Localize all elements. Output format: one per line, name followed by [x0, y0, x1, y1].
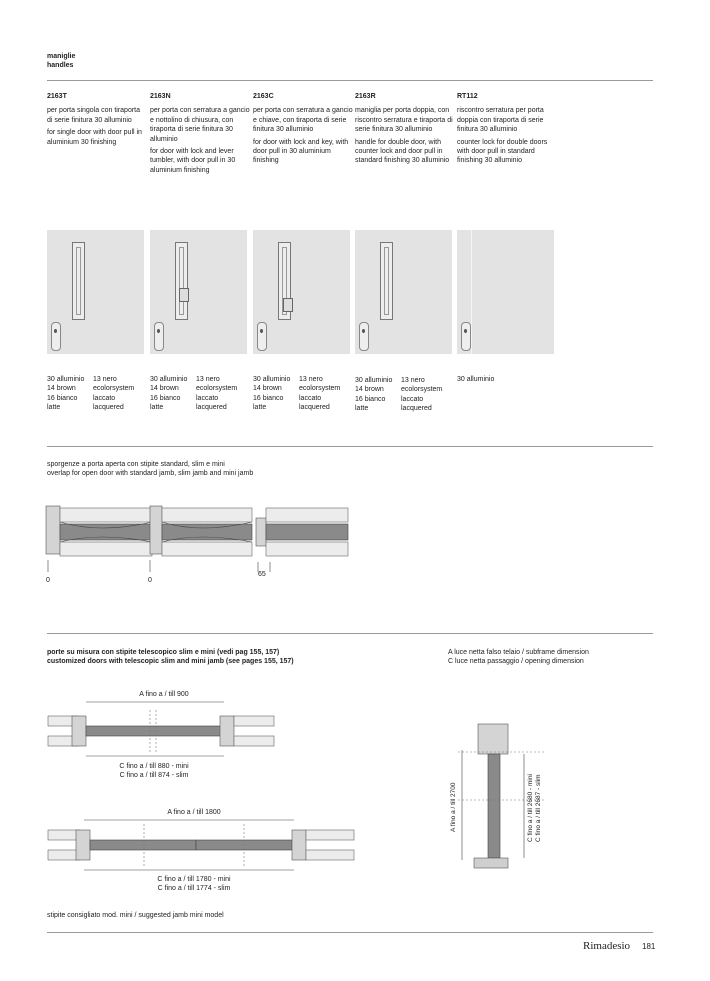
lever-tumbler-icon: [179, 288, 189, 302]
product-desc-en: for single door with door pull in aluminium 30 finishing: [47, 129, 142, 146]
header-category: maniglie handles: [47, 53, 76, 70]
door-pull-icon: [154, 322, 164, 351]
product-code: 2163T: [47, 93, 67, 100]
finish-list: 30 alluminio: [457, 376, 495, 383]
single-c-slim-label: C fino a / till 874 - slim: [119, 772, 189, 779]
brand-logo: Rimadesio: [583, 940, 631, 952]
finish-list: 30 alluminio 14 brown 16 bianco latte 13 nero ecolorsystem laccato lacquered: [253, 376, 341, 412]
door-pull-icon: [461, 322, 471, 351]
dimension-legend: A luce netta falso telaio / subframe dimension C luce netta passaggio / opening dimension: [448, 649, 589, 666]
divider: [47, 633, 653, 634]
divider: [47, 446, 653, 447]
double-door-plan: [44, 806, 364, 896]
overlap-dim-standard: 0: [46, 577, 50, 584]
product-column: [47, 92, 147, 147]
custom-doors-title: porte su misura con stipite telescopico slim e mini (vedi pag 155, 157) customized doors with telescopic slim and mini jamb (see pages 155, 157): [47, 649, 294, 666]
jamb-note: stipite consigliato mod. mini / suggested jamb mini model: [47, 912, 224, 919]
product-code: RT112: [457, 93, 478, 100]
divider: [47, 932, 653, 933]
finish-list: 30 alluminio 14 brown 16 bianco latte 13 nero ecolorsystem laccato lacquered: [150, 376, 238, 412]
product-photo-2163N: [150, 230, 247, 354]
product-desc-en: for door with lock and lever tumbler, with door pull in 30 aluminium finishing: [150, 148, 236, 174]
product-code: 2163N: [150, 93, 171, 100]
finish-list: 30 alluminio 14 brown 16 bianco latte 13 nero ecolorsystem laccato lacquered: [355, 377, 443, 413]
overlap-dim-slim: 0: [148, 577, 152, 584]
product-photo-RT112: [457, 230, 554, 354]
overlap-diagram: [40, 500, 360, 590]
vert-c-slim-label: C fino a / till 2687 - slim: [535, 774, 542, 842]
product-column: [355, 92, 455, 166]
door-pull-icon: [257, 322, 267, 351]
glass-insert: [72, 242, 85, 320]
door-pull-icon: [359, 322, 369, 351]
vertical-section: [444, 720, 554, 880]
product-code: 2163R: [355, 93, 376, 100]
double-a-label: A fino a / till 1800: [167, 809, 221, 816]
product-desc-it: riscontro serratura per porta doppia con tiraporta di serie finitura 30 alluminio: [457, 107, 544, 134]
key-lock-icon: [283, 298, 293, 312]
product-desc-it: maniglia per porta doppia, con riscontro serratura e tiraporta di serie finitura 30 alluminio: [355, 107, 453, 134]
glass-insert: [380, 242, 393, 320]
slim-jamb-section: [150, 506, 252, 572]
vert-a-label: A fino a / till 2700: [450, 782, 457, 832]
single-c-mini-label: C fino a / till 880 - mini: [119, 763, 189, 770]
page-number: 181: [642, 942, 656, 951]
overlap-dim-mini: 65: [258, 571, 266, 578]
overlap-caption: sporgenze a porta aperta con stipite standard, slim e mini overlap for open door with standard jamb, slim jamb and mini jamb: [47, 461, 254, 478]
product-desc-en: counter lock for double doors with door pull in standard finishing 30 alluminio: [457, 138, 548, 165]
product-photo-2163R: [355, 230, 452, 354]
product-code: 2163C: [253, 93, 274, 100]
finish-list: 30 alluminio 14 brown 16 bianco latte 13 nero ecolorsystem laccato lacquered: [47, 376, 135, 412]
mini-jamb-section: [256, 508, 348, 572]
vert-c-mini-label: C fino a / till 2680 - mini: [527, 774, 534, 842]
door-seam: [471, 230, 472, 354]
double-c-mini-label: C fino a / till 1780 - mini: [157, 876, 231, 883]
single-a-label: A fino a / till 900: [139, 691, 189, 698]
product-desc-it: per porta singola con tiraporta di serie finitura 30 alluminio: [47, 107, 140, 124]
product-desc-en: handle for double door, with counter lock and door pull in standard finishing 30 alluminio: [355, 138, 450, 165]
single-door-plan: [44, 686, 284, 786]
product-column: [150, 92, 250, 175]
product-column: [457, 92, 557, 166]
divider: [47, 80, 653, 81]
product-photo-2163C: [253, 230, 350, 354]
glass-insert: [175, 242, 188, 320]
product-desc-en: for door with lock and key, with door pull in 30 aluminium finishing: [253, 138, 349, 165]
double-c-slim-label: C fino a / till 1774 - slim: [157, 885, 231, 892]
product-desc-it: per porta con serratura a gancio e chiave, con tiraporta di serie finitura 30 alluminio: [253, 107, 353, 134]
standard-jamb-section: [46, 506, 152, 572]
product-column: [253, 92, 353, 166]
door-pull-icon: [51, 322, 61, 351]
product-desc-it: per porta con serratura a gancio e nottolino di chiusura, con tiraporta di serie finitura 30 alluminio: [150, 107, 250, 143]
product-photo-2163T: [47, 230, 144, 354]
